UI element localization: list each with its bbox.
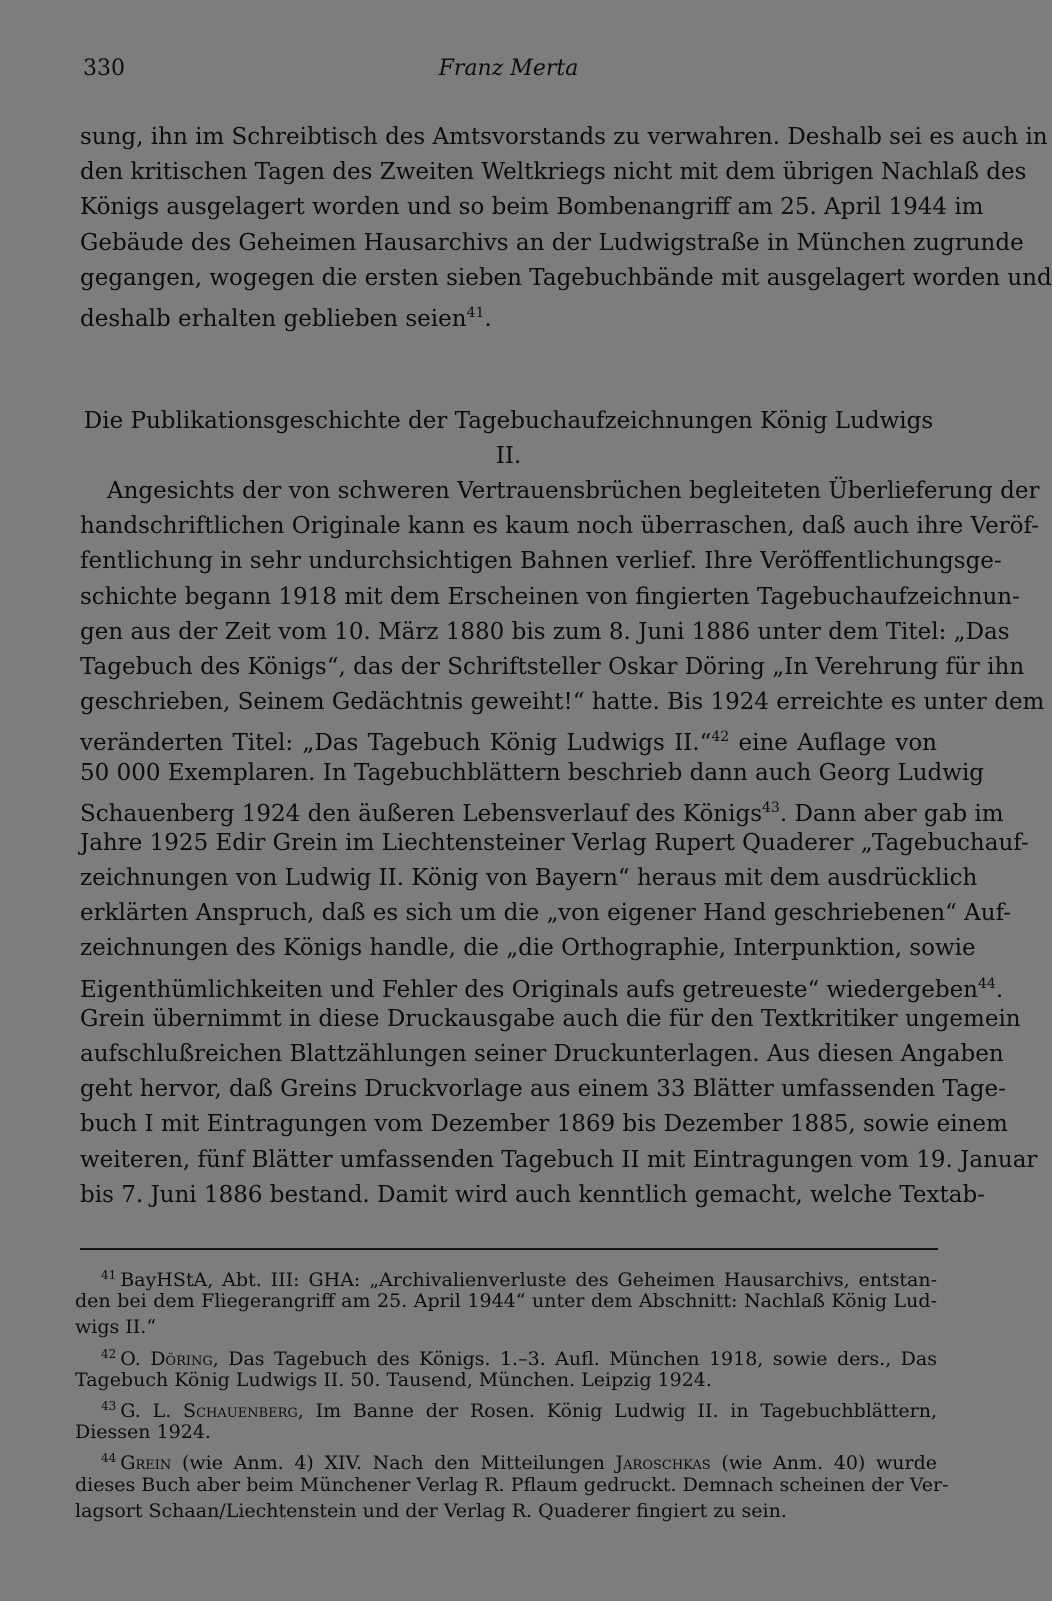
footnotes: [75, 1262, 949, 1524]
text-line: den kritischen Tagen des Zweiten Weltkriegs nicht mit dem übrigen Nachlaß des: [80, 159, 1027, 186]
text-fragment: G. L.: [120, 1399, 184, 1422]
text-line: Jahre 1925 Edir Grein im Liechtensteiner Verlag Rupert Quaderer „Tagebuchauf-: [80, 829, 1029, 856]
footnote-number: 42: [101, 1346, 117, 1361]
text-fragment: eine Auflage von: [729, 730, 937, 757]
text-line: gegangen, wogegen die ersten sieben Tagebuchbände mit ausgelagert worden und: [80, 264, 1052, 291]
footnote-ref[interactable]: 41: [466, 304, 485, 321]
footnote-line: den bei dem Fliegerangriff am 25. April 1944“ unter dem Abschnitt: Nachlaß König Lud-: [75, 1290, 937, 1313]
text-line: geht hervor, daß Greins Druckvorlage aus einem 33 Blätter umfassenden Tage-: [80, 1076, 1006, 1103]
text-line: schichte begann 1918 mit dem Erscheinen von fingierten Tagebuchaufzeichnun-: [80, 583, 1020, 610]
text-line: aufschlußreichen Blattzählungen seiner Druckunterlagen. Aus diesen Angaben: [80, 1041, 1004, 1067]
text-line: erklärten Anspruch, daß es sich um die „von eigener Hand geschriebenen“ Auf-: [80, 900, 1012, 927]
running-title: Franz Merta: [438, 56, 579, 81]
text-fragment: (wie Anm. 4) XIV. Nach den Mitteilungen: [171, 1452, 616, 1475]
text-line: zeichnungen von Ludwig II. König von Bayern“ heraus mit dem ausdrücklich: [80, 865, 978, 892]
page-number: 330: [83, 56, 125, 81]
text-line: [80, 791, 1004, 827]
paragraph-2: [80, 474, 1045, 1213]
page-header: [80, 52, 937, 92]
text-line: geschrieben, Seinem Gedächtnis geweiht!“ hatte. Bis 1924 erreichte es unter dem: [80, 689, 1045, 716]
footnote-line: lagsort Schaan/Liechtenstein und der Verlag R. Quaderer fingiert zu sein.: [75, 1499, 787, 1522]
footnote-43: [75, 1393, 937, 1445]
text-fragment: veränderten Titel: „Das Tagebuch König Ludwigs II.“: [80, 730, 712, 757]
author-name: Grein: [120, 1452, 172, 1475]
text-fragment: Eigenthümlichkeiten und Fehler des Originals aufs getreueste“ wiedergeben: [80, 976, 978, 1003]
text-fragment: deshalb erhalten geblieben seien: [80, 305, 467, 332]
text-line: gen aus der Zeit vom 10. März 1880 bis zum 8. Juni 1886 unter dem Titel: „Das: [80, 618, 1010, 645]
footnote-42: [75, 1341, 937, 1393]
section-heading: Die Publikationsgeschichte der Tagebuchaufzeichnungen König Ludwigs II.: [83, 408, 934, 469]
footnote-line: [75, 1341, 937, 1370]
footnote-41: [75, 1262, 937, 1341]
author-name: Jaroschkas: [615, 1452, 711, 1475]
text-fragment: (wie Anm. 40) wurde: [710, 1452, 937, 1475]
text-line: [80, 296, 937, 331]
text-line: Grein übernimmt in diese Druckausgabe auch die für den Textkritiker ungemein: [80, 1005, 1021, 1032]
author-name: Schauenberg: [183, 1399, 298, 1422]
text-fragment: .: [484, 305, 492, 332]
text-fragment: BayHStA, Abt. III: GHA: „Archivalienverluste des Geheimen Hausarchivs, entstan-: [120, 1269, 937, 1291]
text-line: bis 7. Juni 1886 bestand. Damit wird auch kenntlich gemacht, welche Textab-: [80, 1181, 985, 1208]
footnote-ref[interactable]: 42: [711, 729, 730, 746]
text-line: Königs ausgelagert worden und so beim Bombenangriff am 25. April 1944 im: [80, 194, 984, 221]
text-line: handschriftlichen Originale kann es kaum noch überraschen, daß auch ihre Veröf-: [80, 513, 1039, 540]
text-line: buch I mit Eintragungen vom Dezember 1869 bis Dezember 1885, sowie einem: [80, 1111, 1008, 1138]
text-line: 50 000 Exemplaren. In Tagebuchblättern beschrieb dann auch Georg Ludwig: [80, 759, 985, 786]
text-line: sung, ihn im Schreibtisch des Amtsvorstands zu verwahren. Deshalb sei es auch in: [80, 124, 1048, 150]
footnote-number: 43: [101, 1398, 117, 1413]
footnote-line: [75, 1393, 938, 1422]
paragraph-1: [80, 120, 1052, 332]
footnote-ref[interactable]: 43: [762, 799, 780, 816]
footnote-divider: [80, 1248, 938, 1250]
footnote-44: [75, 1445, 949, 1524]
text-fragment: , Das Tagebuch des Königs. 1.–3. Aufl. München 1918, sowie ders., Das: [212, 1347, 937, 1370]
footnote-number: 41: [101, 1268, 117, 1282]
text-line: [80, 967, 1004, 1003]
text-fragment: .: [995, 976, 1004, 1003]
author-name: Döring: [150, 1347, 213, 1370]
text-fragment: . Dann aber gab im: [779, 800, 1004, 827]
footnote-number: 44: [101, 1451, 117, 1466]
text-fragment: Schauenberg 1924 den äußeren Lebensverlauf des Königs: [80, 800, 762, 827]
text-line: zeichnungen des Königs handle, die „die Orthographie, Interpunktion, sowie: [80, 935, 976, 962]
text-line: weiteren, fünf Blätter umfassenden Tagebuch II mit Eintragungen vom 19. Januar: [80, 1146, 1038, 1173]
footnote-line: Diessen 1924.: [75, 1421, 211, 1444]
text-line: Tagebuch des Königs“, das der Schriftsteller Oskar Döring „In Verehrung für ihn: [80, 653, 1025, 680]
footnote-line: dieses Buch aber beim Münchener Verlag R. Pflaum gedruckt. Demnach scheinen der Ver-: [75, 1473, 949, 1496]
footnote-line: Tagebuch König Ludwigs II. 50. Tausend, München. Leipzig 1924.: [75, 1368, 712, 1391]
text-line: Angesichts der von schweren Vertrauensbrüchen begleiteten Überlieferung der: [107, 478, 1040, 504]
text-line: fentlichung in sehr undurchsichtigen Bahnen verlief. Ihre Veröffentlichungsge-: [80, 548, 1002, 575]
footnote-line: [75, 1445, 937, 1475]
footnote-line: wigs II.“: [75, 1316, 157, 1339]
text-line: Gebäude des Geheimen Hausarchivs an der Ludwigstraße in München zugrunde: [80, 229, 1024, 256]
footnote-line: [75, 1262, 937, 1291]
text-line: [80, 720, 937, 755]
text-fragment: , Im Banne der Rosen. König Ludwig II. in Tagebuchblättern,: [297, 1399, 938, 1422]
footnote-ref[interactable]: 44: [978, 975, 996, 992]
text-fragment: O.: [120, 1347, 151, 1370]
